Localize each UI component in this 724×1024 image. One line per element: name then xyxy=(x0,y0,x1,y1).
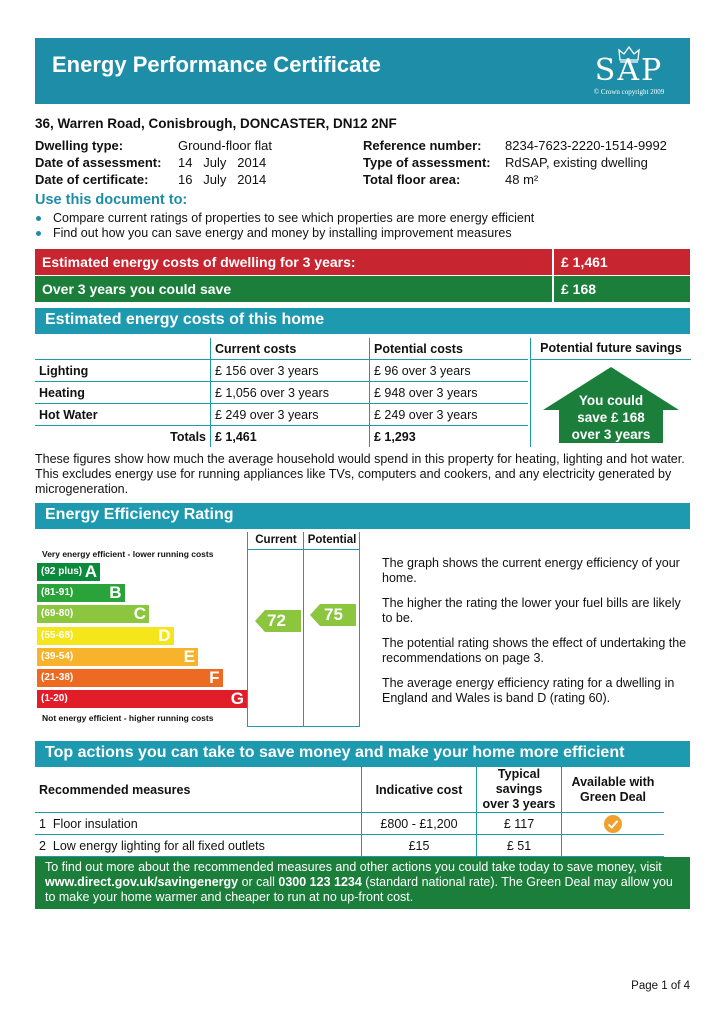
current-cost-cell: £ 249 over 3 years xyxy=(211,404,370,426)
green-deal-cell xyxy=(562,835,665,857)
crown-icon xyxy=(617,44,641,64)
date-assessment-label: Date of assessment: xyxy=(35,155,162,170)
copyright-text: © Crown copyright 2009 xyxy=(593,88,665,96)
band-range: (21-38) xyxy=(41,672,74,683)
savings-house-text xyxy=(561,392,661,443)
divider xyxy=(359,532,360,727)
band-letter: D xyxy=(158,625,171,645)
costs-section-header xyxy=(35,308,690,334)
current-cost-cell: £ 156 over 3 years xyxy=(211,360,370,382)
band-range: (69-80) xyxy=(41,608,74,620)
totals-potential: £ 1,293 xyxy=(370,426,529,448)
table-row xyxy=(35,835,664,857)
measure-name: Floor insulation xyxy=(52,816,138,831)
more-info-box xyxy=(35,857,690,909)
band-letter: C xyxy=(133,604,146,624)
table-row xyxy=(35,360,528,382)
table-header-cell xyxy=(35,338,211,360)
band-letter: A xyxy=(84,562,97,581)
reference-label: Reference number: xyxy=(363,138,482,153)
table-header-cell: Potential costs xyxy=(370,338,529,360)
potential-cost-cell: £ 249 over 3 years xyxy=(370,404,529,426)
row-label: Lighting xyxy=(35,360,211,382)
certificate-title: Energy Performance Certificate xyxy=(52,52,381,77)
floor-area-label: Total floor area: xyxy=(363,172,461,187)
actions-table xyxy=(35,767,664,857)
type-assessment-value: RdSAP, existing dwelling xyxy=(505,155,648,170)
row-label: Hot Water xyxy=(35,404,211,426)
rating-band-f xyxy=(37,669,223,687)
band-range: (39-54) xyxy=(41,650,74,662)
rating-band-e xyxy=(37,648,198,666)
more-info-text xyxy=(45,860,685,905)
rating-band-c xyxy=(37,605,149,623)
table-header-row xyxy=(35,338,528,360)
section-title: Top actions you can take to save money and make your home more efficient xyxy=(45,744,625,761)
savings-bar xyxy=(35,276,690,302)
table-header-cell: Typical savings over 3 years xyxy=(477,767,562,813)
estimated-costs-label: Estimated energy costs of dwelling for 3 years: xyxy=(42,254,356,270)
band-range: (55-68) xyxy=(41,629,74,641)
totals-row xyxy=(35,426,528,448)
table-row xyxy=(35,404,528,426)
measure-cell xyxy=(35,813,362,835)
cost-cell: £15 xyxy=(362,835,477,857)
inefficient-label: Not energy efficient - higher running costs xyxy=(42,713,214,723)
date-certificate-value: 16 July 2014 xyxy=(178,172,267,187)
divider xyxy=(303,532,304,727)
potential-rating-value: 75 xyxy=(324,605,343,624)
page-number: Page 1 of 4 xyxy=(631,980,690,992)
savings-line: save £ 168 xyxy=(577,410,645,425)
rating-band-d xyxy=(37,627,174,645)
info-link[interactable]: www.direct.gov.uk/savingenergy xyxy=(45,875,239,889)
saving-cell: £ 117 xyxy=(477,813,562,835)
property-address: 36, Warren Road, Conisbrough, DONCASTER, DN12 2NF xyxy=(35,116,397,131)
table-header-row xyxy=(35,767,664,813)
table-header-cell: Recommended measures xyxy=(35,767,362,813)
date-certificate-label: Date of certificate: xyxy=(35,172,149,187)
info-text: (standard national rate). The Green Deal may allow you to make your home warmer and cheaper to run at no up-front cost. xyxy=(45,875,673,904)
potential-cost-cell: £ 96 over 3 years xyxy=(370,360,529,382)
table-row xyxy=(35,382,528,404)
efficiency-explanation xyxy=(382,556,690,716)
band-range: (81-91) xyxy=(41,587,74,599)
info-text: or call xyxy=(238,875,279,889)
phone-number: 0300 123 1234 xyxy=(278,875,362,889)
type-assessment-label: Type of assessment: xyxy=(363,155,491,170)
date-assessment-value: 14 July 2014 xyxy=(178,155,267,170)
certificate-header xyxy=(35,38,690,104)
table-header-cell: Indicative cost xyxy=(362,767,477,813)
band-range: (92 plus) xyxy=(41,566,83,577)
floor-area-value: 48 m² xyxy=(505,172,539,187)
bullet-icon xyxy=(36,231,41,236)
savings-line: You could xyxy=(578,393,644,408)
reference-value: 8234-7623-2220-1514-9992 xyxy=(505,138,667,153)
savings-value: £ 168 xyxy=(552,276,690,302)
list-item: Find out how you can save energy and money by installing improvement measures xyxy=(53,226,512,240)
sap-logo xyxy=(584,46,674,98)
dwelling-type-value: Ground-floor flat xyxy=(178,138,272,153)
table-header-cell: Current costs xyxy=(211,338,370,360)
band-range: (1-20) xyxy=(41,693,68,705)
actions-section-header xyxy=(35,741,690,767)
potential-cost-cell: £ 948 over 3 years xyxy=(370,382,529,404)
dwelling-type-label: Dwelling type: xyxy=(35,138,124,153)
measure-number: 2 xyxy=(39,838,46,853)
explanation-paragraph: The graph shows the current energy efficiency of your home. xyxy=(382,556,680,585)
measure-number: 1 xyxy=(39,816,46,831)
use-document-title: Use this document to: xyxy=(35,192,188,208)
checkmark-icon xyxy=(604,815,622,833)
efficiency-section-header xyxy=(35,503,690,529)
sap-logo-text: SAP xyxy=(594,53,664,88)
table-header-cell: Available with Green Deal xyxy=(562,767,665,813)
divider xyxy=(247,549,360,550)
band-letter: E xyxy=(183,646,195,666)
section-title: Energy Efficiency Rating xyxy=(45,506,234,523)
bullet-icon xyxy=(36,216,41,221)
row-label: Heating xyxy=(35,382,211,404)
band-letter: B xyxy=(109,583,122,603)
efficient-label: Very energy efficient - lower running costs xyxy=(42,549,214,559)
totals-label: Totals xyxy=(170,429,206,444)
savings-label: Over 3 years you could save xyxy=(42,281,232,297)
current-column-header: Current xyxy=(255,534,297,546)
measure-name: Low energy lighting for all fixed outlets xyxy=(52,838,265,853)
list-item: Compare current ratings of properties to see which properties are more energy efficient xyxy=(53,211,535,225)
efficiency-chart xyxy=(35,532,360,727)
costs-table xyxy=(35,338,528,447)
explanation-paragraph: The higher the rating the lower your fuel bills are likely to be. xyxy=(382,596,681,625)
band-letter: G xyxy=(230,689,244,709)
potential-column-header: Potential xyxy=(307,534,357,546)
saving-cell: £ 51 xyxy=(477,835,562,857)
explanation-paragraph: The potential rating shows the effect of undertaking the recommendations on page 3. xyxy=(382,636,687,665)
rating-band-g xyxy=(37,690,247,708)
current-rating-value: 72 xyxy=(267,611,286,630)
future-savings-panel xyxy=(530,360,691,447)
explanation-paragraph: The average energy efficiency rating for a dwelling in England and Wales is band D (rating 60). xyxy=(382,676,675,705)
rating-band-a xyxy=(37,563,100,581)
costs-note: These figures show how much the average household would spend in this property for heating, lighting and hot water. This excludes energy use for running appliances like TVs, computers and cookers, and any electricity generated by microgeneration. xyxy=(35,452,685,496)
info-text: To find out more about the recommended measures and other actions you could take today to save money, visit xyxy=(45,860,662,874)
totals-current: £ 1,461 xyxy=(211,426,370,448)
current-cost-cell: £ 1,056 over 3 years xyxy=(211,382,370,404)
green-deal-cell xyxy=(562,813,665,835)
savings-line: over 3 years xyxy=(571,427,651,442)
divider xyxy=(247,726,360,727)
band-letter: F xyxy=(209,668,220,687)
section-title: Estimated energy costs of this home xyxy=(45,311,325,328)
measure-cell xyxy=(35,835,362,857)
estimated-costs-bar xyxy=(35,249,690,275)
cost-cell: £800 - £1,200 xyxy=(362,813,477,835)
divider xyxy=(247,532,248,727)
table-row xyxy=(35,813,664,835)
rating-band-b xyxy=(37,584,125,602)
estimated-costs-value: £ 1,461 xyxy=(552,249,690,275)
future-savings-header: Potential future savings xyxy=(530,338,691,360)
